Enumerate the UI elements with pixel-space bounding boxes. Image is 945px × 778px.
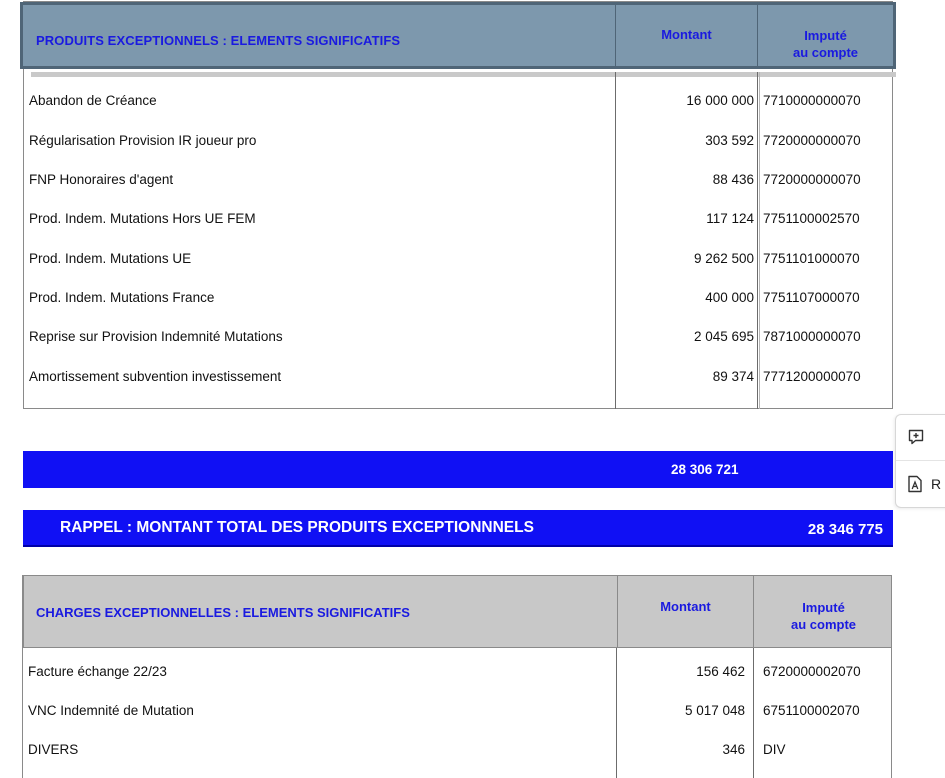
row-amount: 9 262 500 — [693, 251, 754, 266]
column-divider — [615, 72, 616, 409]
row-amount: 2 045 695 — [693, 329, 754, 344]
products-account-header-line1: Imputé — [804, 28, 847, 43]
row-label: Abandon de Créance — [29, 93, 157, 108]
row-account: 7751101000070 — [763, 251, 860, 266]
row-amount: 89 374 — [712, 369, 754, 384]
read-aloud-icon — [907, 475, 923, 493]
row-label: DIVERS — [28, 742, 79, 757]
recap-total-value: 28 346 775 — [807, 521, 883, 538]
row-account: 7720000000070 — [763, 172, 861, 187]
products-table — [23, 1, 893, 409]
products-account-header-line2: au compte — [792, 45, 858, 60]
row-label: Régularisation Provision IR joueur pro — [29, 133, 257, 148]
products-subtotal-value: 28 306 721 — [671, 462, 739, 477]
charges-table-header — [23, 575, 892, 648]
row-label: Prod. Indem. Mutations Hors UE FEM — [29, 211, 256, 226]
row-account: DIV — [763, 742, 786, 757]
row-account: 7710000000070 — [763, 93, 861, 108]
row-amount: 346 — [722, 742, 745, 757]
table-row — [23, 703, 891, 723]
row-account: 7871000000070 — [763, 329, 861, 344]
table-row — [24, 369, 892, 389]
table-row — [23, 664, 891, 684]
row-label: Reprise sur Provision Indemnité Mutations — [29, 329, 283, 344]
row-amount: 156 462 — [696, 664, 745, 679]
charges-account-header-line2: au compte — [790, 617, 856, 632]
read-aloud-button[interactable] — [896, 464, 945, 504]
row-amount: 117 124 — [706, 211, 754, 226]
row-label: Prod. Indem. Mutations France — [29, 290, 215, 305]
charges-amount-column-header: Montant — [617, 576, 753, 647]
table-row — [24, 133, 892, 153]
row-label: Amortissement subvention investissement — [29, 369, 282, 384]
header-shadow-divider — [31, 72, 896, 77]
column-divider — [757, 72, 758, 409]
column-divider — [759, 72, 760, 409]
toolbar-divider — [896, 460, 945, 461]
row-amount: 88 436 — [712, 172, 754, 187]
table-row — [24, 290, 892, 310]
charges-account-column-header — [753, 576, 893, 647]
row-amount: 400 000 — [705, 290, 754, 305]
table-row — [24, 251, 892, 271]
add-comment-button[interactable] — [896, 417, 945, 457]
row-label: FNP Honoraires d'agent — [29, 172, 174, 187]
row-account: 7751107000070 — [763, 290, 860, 305]
table-row — [24, 211, 892, 231]
row-account: 7720000000070 — [763, 133, 861, 148]
table-row — [24, 329, 892, 349]
charges-table-title: CHARGES EXCEPTIONNELLES : ELEMENTS SIGNIFICATIFS — [36, 605, 410, 620]
charges-table — [22, 575, 892, 778]
floating-side-toolbar — [895, 414, 945, 508]
products-account-column-header — [757, 5, 893, 66]
read-aloud-label: R — [931, 476, 942, 492]
row-account: 6720000002070 — [763, 664, 861, 679]
row-amount: 303 592 — [705, 133, 754, 148]
row-label: VNC Indemnité de Mutation — [28, 703, 194, 718]
recap-total-bar — [23, 510, 893, 547]
products-amount-column-header: Montant — [615, 5, 757, 66]
recap-title: RAPPEL : MONTANT TOTAL DES PRODUITS EXCEPTIONNNELS — [60, 519, 534, 536]
table-row — [24, 172, 892, 192]
products-subtotal-bar — [23, 451, 893, 488]
row-amount: 16 000 000 — [686, 93, 754, 108]
row-account: 7751100002570 — [763, 211, 860, 226]
row-label: Facture échange 22/23 — [28, 664, 167, 679]
row-account: 7771200000070 — [763, 369, 861, 384]
row-amount: 5 017 048 — [684, 703, 745, 718]
table-row — [23, 742, 891, 762]
row-account: 6751100002070 — [763, 703, 860, 718]
table-row — [24, 93, 892, 113]
products-table-title: PRODUITS EXCEPTIONNELS : ELEMENTS SIGNIFICATIFS — [36, 33, 401, 48]
products-table-header — [20, 2, 896, 69]
charges-account-header-line1: Imputé — [802, 600, 845, 615]
comment-add-icon — [907, 428, 925, 446]
row-label: Prod. Indem. Mutations UE — [29, 251, 192, 266]
